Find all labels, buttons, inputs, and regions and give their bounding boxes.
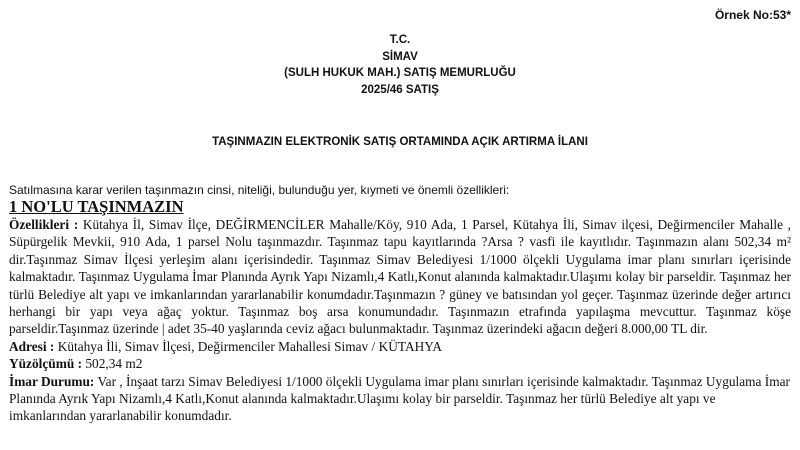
- header-line-office: (SULH HUKUK MAH.) SATIŞ MEMURLUĞU: [284, 67, 516, 79]
- intro-text: Satılmasına karar verilen taşınmazın cinsi, niteliği, bulunduğu yer, kıymeti ve önemli özellikleri:: [9, 183, 510, 197]
- property-title: 1 NO'LU TAŞINMAZIN: [9, 197, 184, 216]
- features-label: Özellikleri :: [9, 217, 79, 232]
- features-paragraph: [9, 216, 791, 338]
- zoning-paragraph: [9, 373, 791, 425]
- address-paragraph: [9, 338, 791, 355]
- address-text: Kütahya İli, Simav İlçesi, Değirmenciler Mahallesi Simav / KÜTAHYA: [57, 338, 443, 354]
- area-text: 502,34 m2: [85, 356, 143, 372]
- document-header: [0, 32, 800, 98]
- area-paragraph: [9, 355, 791, 372]
- zoning-label: İmar Durumu:: [9, 373, 95, 389]
- zoning-text: Var , İnşaat tarzı Simav Belediyesi 1/1000 ölçekli Uygulama imar planı sınırları içerisinde kalmaktadır. Taşınmaz Uygulama İmar Planında Ayrık Yapı Nizamlı,4 Katlı,Konut alanında kalmaktadır.Ulaşımı kolay bir parseldir. Taşınmaz her türlü Belediye alt yapı ve imkanlarından yararlanabilir konumdadır.: [9, 373, 790, 424]
- sample-number: Örnek No:53*: [714, 8, 791, 22]
- features-text: Kütahya İl, Simav İlçe, DEĞİRMENCİLER Mahalle/Köy, 910 Ada, 1 Parsel, Kütahya İli, Simav ilçesi, Değirmenciler Mahalle , Süpürgelik Mevkii, 910 Ada, 1 parsel Nolu taşınmazdır. Taşınmaz tapu kayıtlarında ?Arsa ? vasfi ile kayıtlıdır. Taşınmazın alanı 502,34 m² dir.Taşınmaz Simav İlçesi yerleşim alanı içerisindedir. Taşınmaz Simav Belediyesi 1/1000 ölçekli Uygulama imar planı sınırları içerisinde kalmaktadır. Taşınmaz Uygulama İmar Planında Ayrık Yapı Nizamlı,4 Katlı,Konut alanında kalmaktadır.Ulaşımı kolay bir parseldir. Taşınmaz her türlü Belediye alt yapı ve imkanlarından yararlanabilir konumdadır.Taşınmazın ? güney ve batısından yol geçer. Taşınmaz üzerinde değer artırıcı herhangi bir yapı veya ağaç yoktur. Taşınmaz boş arsa konumundadır. Taşınmazın etrafında yapılaşma mevcuttur. Taşınmaz köşe parseldir.Taşınmaz üzerinde | adet 35-40 yaşlarında ceviz ağacı bulunmaktadır. Taşınmaz üzerindeki ağacın değeri 8.000,00 TL dir.: [9, 217, 791, 337]
- header-line-case-number: 2025/46 SATIŞ: [361, 83, 439, 96]
- header-line-tc: T.C.: [389, 34, 411, 46]
- header-line-district: SİMAV: [382, 50, 418, 63]
- notice-title: TAŞINMAZIN ELEKTRONİK SATIŞ ORTAMINDA AÇIK ARTIRMA İLANI: [212, 136, 588, 148]
- area-label: Yüzölçümü :: [9, 356, 83, 372]
- property-details: [9, 216, 791, 425]
- address-label: Adresi :: [9, 338, 55, 354]
